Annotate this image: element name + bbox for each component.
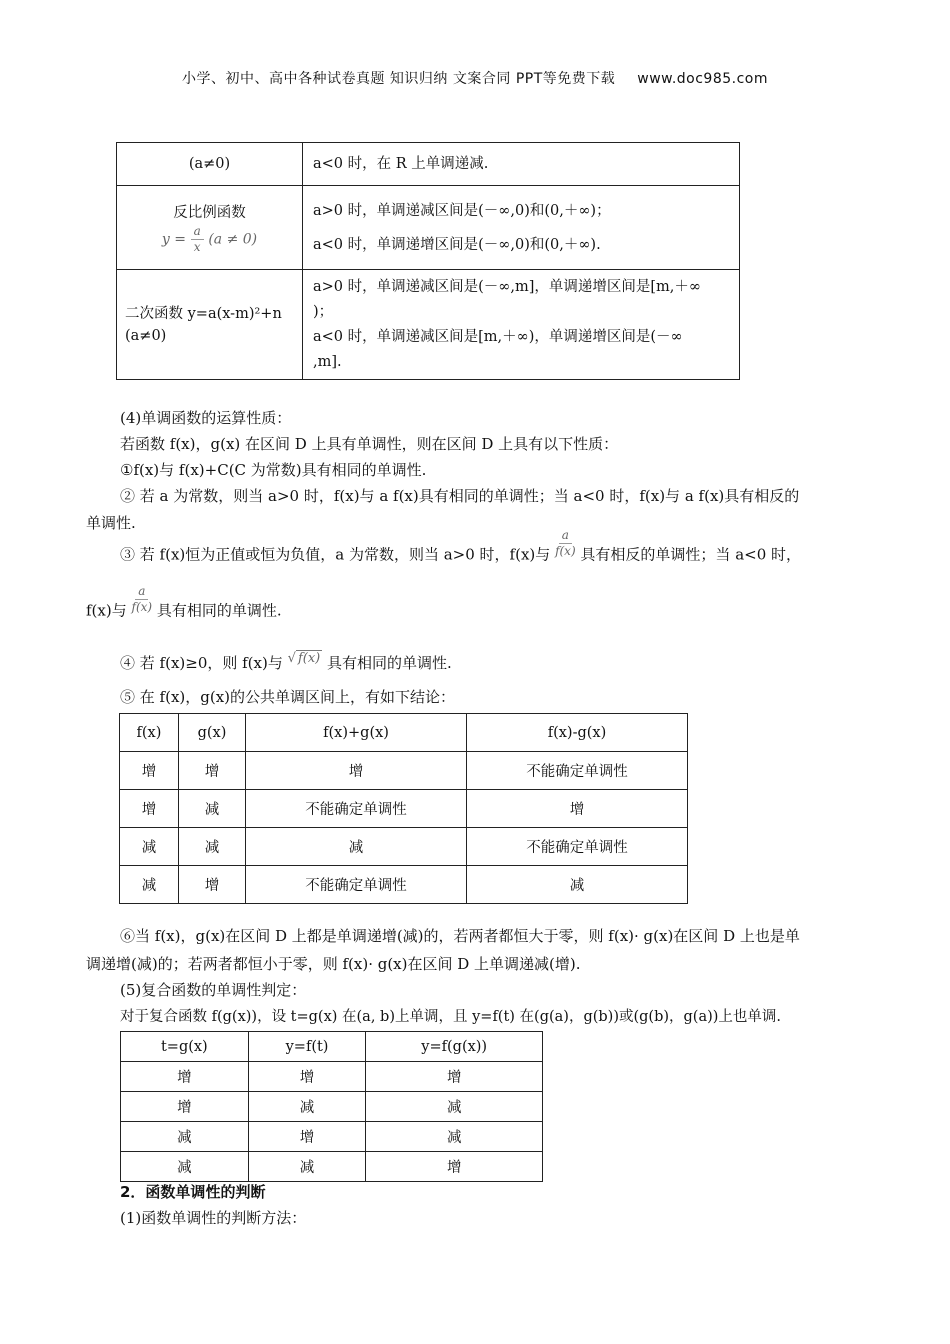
table-row xyxy=(117,186,740,270)
formula-lhs: y = xyxy=(161,231,186,247)
header-text: 小学、初中、高中各种试卷真题 知识归纳 文案合同 PPT等免费下载 xyxy=(181,71,616,87)
composite-table xyxy=(120,1031,543,1182)
cell-line: ,m]. xyxy=(313,353,342,370)
operation-table xyxy=(119,713,688,904)
cell-line: a>0 时，单调递减区间是(－∞,0)和(0,＋∞)； xyxy=(313,202,611,219)
sqrt-expression: √ f(x) xyxy=(287,650,321,666)
monotonicity-table xyxy=(116,142,740,380)
table-cell: 减 xyxy=(467,866,688,904)
heading-text: 2．函数单调性的判断 xyxy=(120,1183,266,1201)
table-cell: 增 xyxy=(178,866,245,904)
cell-line: )； xyxy=(313,303,334,320)
text: 具有相同的单调性. xyxy=(327,654,452,672)
fraction xyxy=(555,528,576,559)
paragraph: ⑥当 f(x)，g(x)在区间 D 上都是单调递增(减)的，若两者都恒大于零，则 f(x)· g(x)在区间 D 上也是单 xyxy=(120,927,800,945)
function-name: 二次函数 y=a(x-m)²+n xyxy=(125,305,282,322)
paragraph: (1)函数单调性的判断方法： xyxy=(120,1209,307,1227)
table-cell xyxy=(117,270,303,380)
cell-line: a>0 时，单调递减区间是(－∞,m]，单调递增区间是[m,＋∞ xyxy=(313,278,701,295)
table-cell xyxy=(303,186,740,270)
table-cell: 增 xyxy=(248,1062,366,1092)
table-cell: 增 xyxy=(121,1092,249,1122)
table-cell: 减 xyxy=(120,866,179,904)
table-cell: 减 xyxy=(178,828,245,866)
header-url[interactable]: www.doc985.com xyxy=(637,71,769,87)
table-header-row xyxy=(120,714,688,752)
table-header: f(x)-g(x) xyxy=(467,714,688,752)
table-cell: (a≠0) xyxy=(117,143,303,186)
text: 具有相同的单调性. xyxy=(156,601,282,620)
section-heading xyxy=(120,1181,265,1202)
table-cell: 增 xyxy=(366,1062,543,1092)
paragraph xyxy=(86,584,282,627)
formula-condition: (a ≠ 0) xyxy=(208,231,258,247)
table-row xyxy=(117,270,740,380)
text: ④ 若 f(x)≥0，则 f(x)与 xyxy=(120,654,283,672)
cell-line: a<0 时，单调递增区间是(－∞,0)和(0,＋∞). xyxy=(313,236,601,253)
fraction-denominator: f(x) xyxy=(131,600,153,614)
section-title: (5)复合函数的单调性判定： xyxy=(120,981,307,999)
table-cell: 增 xyxy=(178,752,245,790)
section-title: (4)单调函数的运算性质： xyxy=(120,409,292,427)
paragraph xyxy=(120,652,452,673)
table-cell xyxy=(117,186,303,270)
table-header: y=f(g(x)) xyxy=(366,1032,543,1062)
table-header: f(x) xyxy=(120,714,179,752)
fraction-numerator: a xyxy=(135,584,148,600)
table-row xyxy=(121,1152,543,1182)
table-cell: 减 xyxy=(178,790,245,828)
function-name: 反比例函数 xyxy=(173,204,246,221)
table-row xyxy=(121,1122,543,1152)
table-cell: 减 xyxy=(121,1152,249,1182)
table-cell: 增 xyxy=(248,1122,366,1152)
paragraph: 调递增(减)的；若两者都恒小于零，则 f(x)· g(x)在区间 D 上单调递减(增). xyxy=(86,955,581,973)
table-cell xyxy=(303,270,740,380)
fraction-denominator: x xyxy=(193,239,201,254)
cell-line: a<0 时，单调递减区间是[m,＋∞)，单调递增区间是(－∞ xyxy=(313,328,683,345)
table-row xyxy=(120,866,688,904)
table-cell: 减 xyxy=(120,828,179,866)
text: ③ 若 f(x)恒为正值或恒为负值，a 为常数，则当 a>0 时，f(x)与 xyxy=(120,545,551,564)
function-condition: (a≠0) xyxy=(125,327,167,344)
paragraph: 对于复合函数 f(g(x))，设 t=g(x) 在(a, b)上单调，且 y=f(t) 在(g(a)，g(b))或(g(b)，g(a))上也单调. xyxy=(120,1009,782,1025)
text: 具有相反的单调性；当 a<0 时， xyxy=(580,545,802,564)
table-cell: 不能确定单调性 xyxy=(246,866,467,904)
table-cell: 不能确定单调性 xyxy=(467,752,688,790)
fraction-numerator: a xyxy=(559,528,572,544)
table-header-row xyxy=(121,1032,543,1062)
table-header: g(x) xyxy=(178,714,245,752)
table-cell: 减 xyxy=(246,828,467,866)
table-cell: 增 xyxy=(246,752,467,790)
table-row xyxy=(120,828,688,866)
table-cell: 增 xyxy=(366,1152,543,1182)
table-cell: 增 xyxy=(120,752,179,790)
fraction-denominator: f(x) xyxy=(555,544,576,558)
fraction xyxy=(132,584,153,615)
page-header xyxy=(0,68,950,88)
table-cell: 减 xyxy=(366,1122,543,1152)
radicand: f(x) xyxy=(297,650,321,666)
table-cell: 减 xyxy=(248,1092,366,1122)
table-header: t=g(x) xyxy=(121,1032,249,1062)
table-cell: 减 xyxy=(366,1092,543,1122)
table-row xyxy=(120,752,688,790)
table-cell: 减 xyxy=(121,1122,249,1152)
paragraph: 单调性. xyxy=(86,514,136,532)
table-row xyxy=(121,1062,543,1092)
text: f(x)与 xyxy=(86,601,127,620)
paragraph: 若函数 f(x)，g(x) 在区间 D 上具有单调性，则在区间 D 上具有以下性质： xyxy=(120,435,619,453)
table-cell: 增 xyxy=(120,790,179,828)
fraction-numerator: a xyxy=(191,224,204,240)
table-cell: 增 xyxy=(121,1062,249,1092)
fraction xyxy=(191,224,204,255)
table-row xyxy=(120,790,688,828)
paragraph: ② 若 a 为常数，则当 a>0 时，f(x)与 a f(x)具有相同的单调性；当 a<0 时，f(x)与 a f(x)具有相反的 xyxy=(120,487,800,505)
table-header: y=f(t) xyxy=(248,1032,366,1062)
table-cell: 不能确定单调性 xyxy=(467,828,688,866)
paragraph: ①f(x)与 f(x)+C(C 为常数)具有相同的单调性. xyxy=(120,461,427,479)
paragraph xyxy=(120,528,802,571)
table-row xyxy=(117,143,740,186)
table-cell: 不能确定单调性 xyxy=(246,790,467,828)
formula xyxy=(118,224,301,255)
paragraph: ⑤ 在 f(x)，g(x)的公共单调区间上，有如下结论： xyxy=(120,688,456,706)
table-cell: 减 xyxy=(248,1152,366,1182)
table-header: f(x)+g(x) xyxy=(246,714,467,752)
table-row xyxy=(121,1092,543,1122)
table-cell: a<0 时，在 R 上单调递减. xyxy=(303,143,740,186)
table-cell: 增 xyxy=(467,790,688,828)
